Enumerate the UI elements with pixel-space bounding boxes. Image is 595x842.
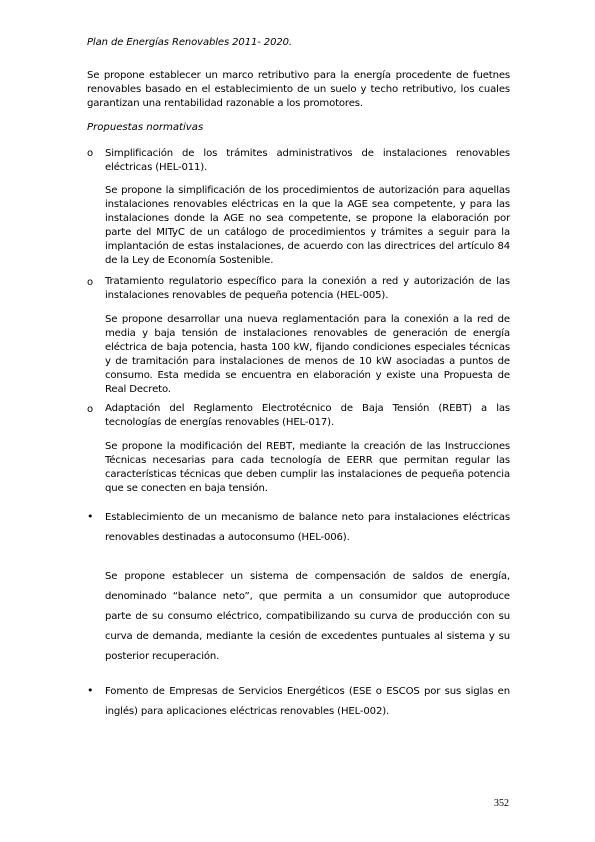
circle-bullet-icon: o	[87, 148, 94, 159]
item-title: Simplificación de los trámites administrativos de instalaciones renovables eléctricas (HEL-011).	[105, 148, 510, 173]
item-title: Fomento de Empresas de Servicios Energéticos (ESE o ESCOS por sus siglas en inglés) para aplicaciones eléctricas renovables (HEL-002).	[105, 686, 510, 717]
running-header: Plan de Energías Renovables 2011- 2020.	[87, 37, 292, 48]
page-number: 352	[494, 798, 509, 809]
section-heading: Propuestas normativas	[87, 122, 204, 133]
item-body: Se propone establecer un sistema de compensación de saldos de energía, denominado “balance neto”, que permita a un consumidor que autoproduce parte de su consumo eléctrico, compatibilizando su curva de producción con su curva de demanda, mediante la cesión de excedentes puntuales al sistema y su posterior recuperación.	[105, 571, 510, 662]
item-body: Se propone desarrollar una nueva reglamentación para la conexión a la red de media y baja tensión de instalaciones renovables de generación de energía eléctrica de baja potencia, hasta 100 kW, fijando condiciones especiales técnicas y de tramitación para instalaciones de menos de 10 kW asociadas a puntos de consumo. Esta medida se encuentra en elaboración y existe una Propuesta de Real Decreto.	[105, 314, 510, 395]
circle-bullet-icon: o	[87, 277, 94, 288]
disc-bullet-icon: •	[87, 684, 94, 697]
item-title: Adaptación del Reglamento Electrotécnico de Baja Tensión (REBT) a las tecnologías de energías renovables (HEL-017).	[105, 403, 510, 428]
circle-bullet-icon: o	[87, 404, 94, 415]
item-body: Se propone la simplificación de los procedimientos de autorización para aquellas instalaciones renovables eléctricas en la que la AGE sea competente, y para las instalaciones donde la AGE no sea competente, se propone la elaboración por parte del MITyC de un catálogo de procedimientos y trámites a seguir para la implantación de estas instalaciones, de acuerdo con las directrices del artículo 84 de la Ley de Economía Sostenible.	[105, 185, 510, 266]
item-title: Tratamiento regulatorio específico para la conexión a red y autorización de las instalaciones renovables de pequeña potencia (HEL-005).	[105, 276, 510, 301]
item-title: Establecimiento de un mecanismo de balance neto para instalaciones eléctricas renovables destinadas a autoconsumo (HEL-006).	[105, 512, 510, 543]
item-body: Se propone la modificación del REBT, mediante la creación de las Instrucciones Técnicas necesarias para cada tecnología de EERR que permitan regular las características técnicas que deben cumplir las instalaciones de pequeña potencia que se conecten en baja tensión.	[105, 441, 510, 494]
intro-paragraph: Se propone establecer un marco retributivo para la energía procedente de fuetnes renovables basado en el establecimiento de un suelo y techo retributivo, los cuales garantizan una rentabilidad razonable a los promotores.	[87, 70, 510, 109]
disc-bullet-icon: •	[87, 510, 94, 523]
